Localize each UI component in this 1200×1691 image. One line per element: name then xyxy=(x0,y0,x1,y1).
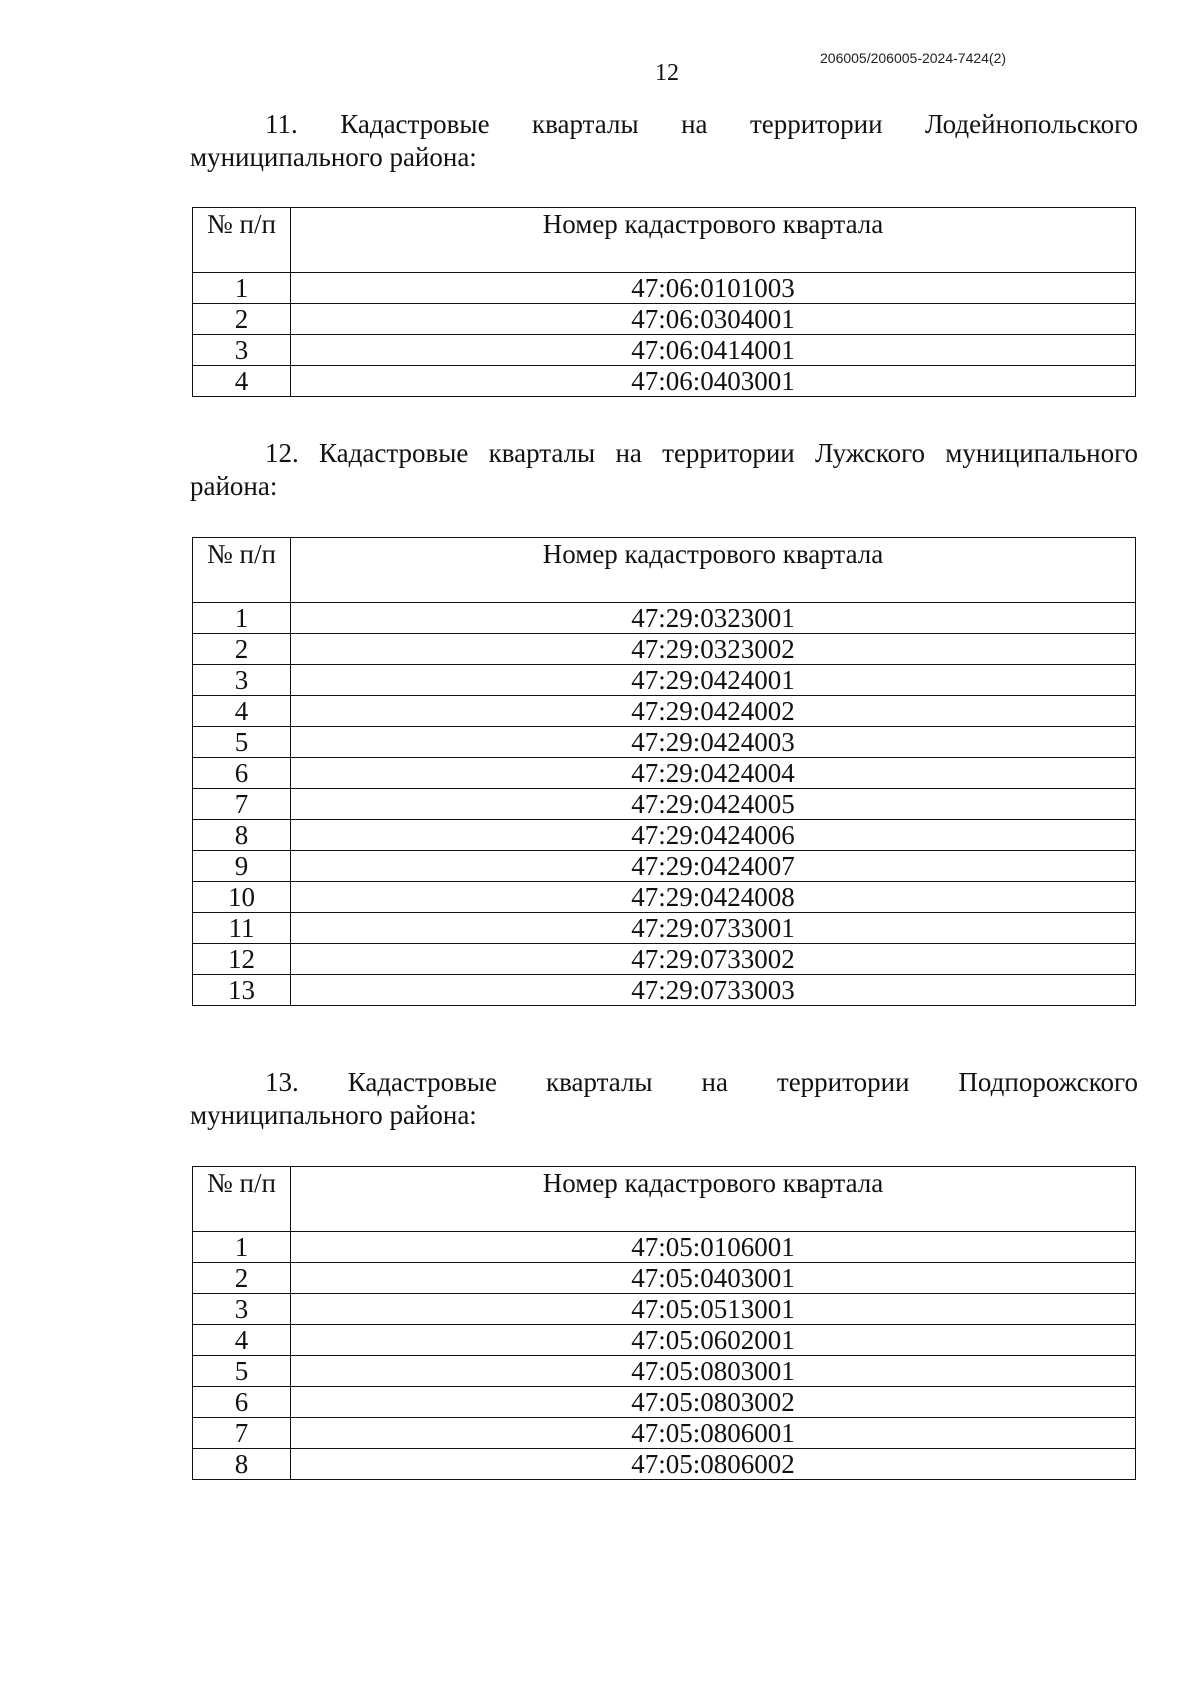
row-number: 5 xyxy=(193,1356,291,1387)
heading-word: кварталы xyxy=(532,109,639,139)
table-row xyxy=(193,304,1136,335)
heading-word: на xyxy=(701,1067,728,1097)
heading-word: 11. xyxy=(265,109,298,139)
column-header-cadastral: Номер кадастрового квартала xyxy=(291,1167,1136,1232)
row-number: 6 xyxy=(193,758,291,789)
table-row xyxy=(193,975,1136,1006)
row-number: 3 xyxy=(193,665,291,696)
table-row xyxy=(193,603,1136,634)
row-number: 2 xyxy=(193,304,291,335)
column-header-cadastral: Номер кадастрового квартала xyxy=(291,538,1136,603)
row-number: 4 xyxy=(193,696,291,727)
table-header-row xyxy=(193,1167,1136,1232)
cadastral-number: 47:29:0424001 xyxy=(291,665,1136,696)
table-row xyxy=(193,851,1136,882)
cadastral-number: 47:29:0733003 xyxy=(291,975,1136,1006)
cadastral-number: 47:06:0101003 xyxy=(291,273,1136,304)
cadastral-number: 47:05:0106001 xyxy=(291,1232,1136,1263)
cadastral-number: 47:29:0323001 xyxy=(291,603,1136,634)
row-number: 13 xyxy=(193,975,291,1006)
table-row xyxy=(193,1294,1136,1325)
row-number: 10 xyxy=(193,882,291,913)
table-header-row xyxy=(193,208,1136,273)
cadastral-number: 47:05:0803001 xyxy=(291,1356,1136,1387)
heading-word: Подпорожского xyxy=(958,1067,1138,1097)
row-number: 4 xyxy=(193,1325,291,1356)
cadastral-number: 47:05:0513001 xyxy=(291,1294,1136,1325)
cadastral-number: 47:06:0414001 xyxy=(291,335,1136,366)
heading-word: на xyxy=(681,109,708,139)
heading-line-2: муниципального района: xyxy=(190,1100,477,1130)
table-row xyxy=(193,913,1136,944)
cadastral-table xyxy=(192,537,1136,1006)
cadastral-number: 47:05:0806001 xyxy=(291,1418,1136,1449)
table-row xyxy=(193,1387,1136,1418)
table-row xyxy=(193,366,1136,397)
row-number: 3 xyxy=(193,335,291,366)
heading-word: Кадастровые xyxy=(340,109,490,139)
row-number: 9 xyxy=(193,851,291,882)
table-row xyxy=(193,820,1136,851)
row-number: 6 xyxy=(193,1387,291,1418)
cadastral-number: 47:06:0403001 xyxy=(291,366,1136,397)
table-row xyxy=(193,789,1136,820)
heading-word: Лодейнопольского xyxy=(924,109,1138,139)
table-row xyxy=(193,1356,1136,1387)
cadastral-table xyxy=(192,1166,1136,1480)
table-header-row xyxy=(193,538,1136,603)
table-row xyxy=(193,1232,1136,1263)
table-row xyxy=(193,1263,1136,1294)
row-number: 12 xyxy=(193,944,291,975)
cadastral-number: 47:05:0806002 xyxy=(291,1449,1136,1480)
table-row xyxy=(193,944,1136,975)
table-row xyxy=(193,634,1136,665)
table-row xyxy=(193,696,1136,727)
row-number: 2 xyxy=(193,634,291,665)
section-lodeynopolsky xyxy=(190,108,1138,396)
cadastral-number: 47:29:0733002 xyxy=(291,944,1136,975)
cadastral-number: 47:29:0323002 xyxy=(291,634,1136,665)
cadastral-number: 47:29:0424003 xyxy=(291,727,1136,758)
row-number: 1 xyxy=(193,1232,291,1263)
heading-word: территории xyxy=(776,1067,910,1097)
column-header-number: № п/п xyxy=(193,208,291,273)
heading-line-1: 12. Кадастровые кварталы на территории Лужского муниципального xyxy=(265,438,1138,468)
row-number: 8 xyxy=(193,820,291,851)
heading-line-1 xyxy=(190,1066,1138,1099)
section-podporozhsky xyxy=(190,1066,1138,1479)
cadastral-table xyxy=(192,207,1136,397)
cadastral-number: 47:29:0424004 xyxy=(291,758,1136,789)
row-number: 3 xyxy=(193,1294,291,1325)
section-heading xyxy=(190,1066,1138,1132)
table-row xyxy=(193,727,1136,758)
row-number: 1 xyxy=(193,603,291,634)
column-header-number: № п/п xyxy=(193,1167,291,1232)
row-number: 1 xyxy=(193,273,291,304)
document-id: 206005/206005-2024-7424(2) xyxy=(820,50,1007,66)
heading-word: 13. xyxy=(265,1067,299,1097)
table-row xyxy=(193,882,1136,913)
section-heading xyxy=(190,437,1138,503)
cadastral-number: 47:05:0602001 xyxy=(291,1325,1136,1356)
row-number: 2 xyxy=(193,1263,291,1294)
section-luzhsky xyxy=(190,437,1138,1005)
cadastral-number: 47:05:0403001 xyxy=(291,1263,1136,1294)
row-number: 4 xyxy=(193,366,291,397)
page-number: 12 xyxy=(655,60,679,86)
section-heading xyxy=(190,108,1138,174)
row-number: 8 xyxy=(193,1449,291,1480)
table-row xyxy=(193,758,1136,789)
heading-line-2: муниципального района: xyxy=(190,142,477,172)
row-number: 7 xyxy=(193,789,291,820)
cadastral-number: 47:29:0424008 xyxy=(291,882,1136,913)
cadastral-number: 47:29:0424007 xyxy=(291,851,1136,882)
table-row xyxy=(193,335,1136,366)
heading-word: территории xyxy=(749,109,883,139)
cadastral-number: 47:05:0803002 xyxy=(291,1387,1136,1418)
heading-word: кварталы xyxy=(545,1067,653,1097)
column-header-number: № п/п xyxy=(193,538,291,603)
cadastral-number: 47:06:0304001 xyxy=(291,304,1136,335)
cadastral-number: 47:29:0424002 xyxy=(291,696,1136,727)
table-row xyxy=(193,665,1136,696)
row-number: 5 xyxy=(193,727,291,758)
cadastral-number: 47:29:0424006 xyxy=(291,820,1136,851)
row-number: 11 xyxy=(193,913,291,944)
column-header-cadastral: Номер кадастрового квартала xyxy=(291,208,1136,273)
heading-word: Кадастровые xyxy=(347,1067,498,1097)
heading-line-2: района: xyxy=(190,471,278,501)
cadastral-number: 47:29:0733001 xyxy=(291,913,1136,944)
table-row xyxy=(193,1418,1136,1449)
table-row xyxy=(193,273,1136,304)
table-row xyxy=(193,1325,1136,1356)
cadastral-number: 47:29:0424005 xyxy=(291,789,1136,820)
table-row xyxy=(193,1449,1136,1480)
row-number: 7 xyxy=(193,1418,291,1449)
heading-line-1 xyxy=(190,108,1138,141)
